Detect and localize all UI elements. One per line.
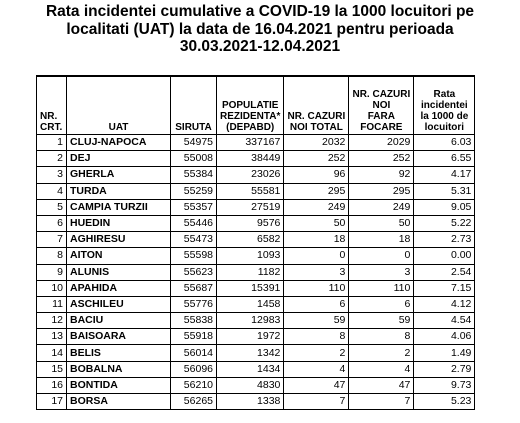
cell-rata: 5.31 xyxy=(414,183,475,199)
cell-uat: BOBALNA xyxy=(67,361,171,377)
cell-uat: HUEDIN xyxy=(67,215,171,231)
table-header-row xyxy=(37,76,475,135)
cell-cazuri-fara-focare: 8 xyxy=(349,329,414,345)
cell-populatie: 27519 xyxy=(217,199,284,215)
cell-siruta: 55918 xyxy=(171,329,217,345)
cell-nr: 2 xyxy=(37,151,67,167)
cell-cazuri-total: 6 xyxy=(284,296,349,312)
cell-siruta: 56210 xyxy=(171,377,217,393)
cell-rata: 9.73 xyxy=(414,377,475,393)
cell-nr: 5 xyxy=(37,199,67,215)
cell-nr: 9 xyxy=(37,264,67,280)
cell-cazuri-total: 3 xyxy=(284,264,349,280)
cell-cazuri-fara-focare: 59 xyxy=(349,313,414,329)
cell-cazuri-fara-focare: 7 xyxy=(349,394,414,410)
cell-uat: CAMPIA TURZII xyxy=(67,199,171,215)
cell-populatie: 55581 xyxy=(217,183,284,199)
cell-rata: 9.05 xyxy=(414,199,475,215)
header-line: POPULATIE xyxy=(221,100,279,111)
cell-nr: 16 xyxy=(37,377,67,393)
cell-rata: 5.22 xyxy=(414,215,475,231)
cell-nr: 15 xyxy=(37,361,67,377)
table-row xyxy=(37,264,475,280)
header-line: REZIDENTA* xyxy=(220,111,281,122)
cell-populatie: 1342 xyxy=(217,345,284,361)
cell-siruta: 55446 xyxy=(171,215,217,231)
table-row xyxy=(37,167,475,183)
cell-siruta: 55838 xyxy=(171,313,217,329)
cell-cazuri-total: 7 xyxy=(284,394,349,410)
table-row xyxy=(37,280,475,296)
cell-cazuri-fara-focare: 110 xyxy=(349,280,414,296)
header-siruta xyxy=(171,76,217,135)
cell-siruta: 56096 xyxy=(171,361,217,377)
cell-siruta: 55623 xyxy=(171,264,217,280)
cell-cazuri-fara-focare: 3 xyxy=(349,264,414,280)
header-line: Rata xyxy=(433,89,456,100)
cell-rata: 4.12 xyxy=(414,296,475,312)
table-row xyxy=(37,377,475,393)
header-line: (DEPABD) xyxy=(226,122,275,133)
cell-populatie: 4830 xyxy=(217,377,284,393)
cell-cazuri-fara-focare: 295 xyxy=(349,183,414,199)
cell-siruta: 55473 xyxy=(171,232,217,248)
cell-rata: 6.55 xyxy=(414,151,475,167)
table-row xyxy=(37,248,475,264)
cell-uat: AITON xyxy=(67,248,171,264)
header-line: FARA xyxy=(367,111,395,122)
cell-nr: 3 xyxy=(37,167,67,183)
cell-cazuri-total: 2 xyxy=(284,345,349,361)
cell-cazuri-fara-focare: 2 xyxy=(349,345,414,361)
cell-rata: 2.79 xyxy=(414,361,475,377)
cell-siruta: 55259 xyxy=(171,183,217,199)
table-row xyxy=(37,329,475,345)
cell-nr: 7 xyxy=(37,232,67,248)
cell-populatie: 1182 xyxy=(217,264,284,280)
cell-rata: 2.73 xyxy=(414,232,475,248)
table-row xyxy=(37,183,475,199)
cell-cazuri-total: 249 xyxy=(284,199,349,215)
cell-cazuri-total: 295 xyxy=(284,183,349,199)
cell-cazuri-fara-focare: 92 xyxy=(349,167,414,183)
cell-nr: 8 xyxy=(37,248,67,264)
cell-cazuri-fara-focare: 252 xyxy=(349,151,414,167)
cell-rata: 5.23 xyxy=(414,394,475,410)
cell-nr: 14 xyxy=(37,345,67,361)
header-cazuri-total xyxy=(284,76,349,135)
cell-uat: BACIU xyxy=(67,313,171,329)
table-row xyxy=(37,199,475,215)
header-line: NR. xyxy=(40,111,58,122)
cell-cazuri-total: 2032 xyxy=(284,135,349,151)
cell-siruta: 55384 xyxy=(171,167,217,183)
cell-cazuri-fara-focare: 18 xyxy=(349,232,414,248)
table-row xyxy=(37,361,475,377)
cell-rata: 4.06 xyxy=(414,329,475,345)
cell-cazuri-total: 18 xyxy=(284,232,349,248)
header-cazuri-fara-focare xyxy=(349,76,414,135)
title-line-3: 30.03.2021-12.04.2021 xyxy=(179,38,341,55)
cell-rata: 1.49 xyxy=(414,345,475,361)
table-row xyxy=(37,296,475,312)
table-row xyxy=(37,135,475,151)
table-row xyxy=(37,394,475,410)
header-line: CRT. xyxy=(40,122,63,133)
cell-populatie: 1093 xyxy=(217,248,284,264)
cell-nr: 4 xyxy=(37,183,67,199)
header-line: SIRUTA xyxy=(175,122,212,133)
header-line: UAT xyxy=(108,122,129,133)
cell-uat: TURDA xyxy=(67,183,171,199)
cell-rata: 4.17 xyxy=(414,167,475,183)
cell-cazuri-fara-focare: 249 xyxy=(349,199,414,215)
cell-cazuri-total: 59 xyxy=(284,313,349,329)
cell-rata: 4.54 xyxy=(414,313,475,329)
cell-uat: BORSA xyxy=(67,394,171,410)
cell-cazuri-total: 96 xyxy=(284,167,349,183)
header-line: NR. CAZURI xyxy=(352,89,411,100)
incidence-table xyxy=(36,75,475,410)
table-body xyxy=(37,135,475,410)
cell-siruta: 54975 xyxy=(171,135,217,151)
cell-nr: 11 xyxy=(37,296,67,312)
table-row xyxy=(37,151,475,167)
cell-populatie: 1338 xyxy=(217,394,284,410)
cell-populatie: 6582 xyxy=(217,232,284,248)
header-uat xyxy=(67,76,171,135)
cell-siruta: 55008 xyxy=(171,151,217,167)
cell-siruta: 55687 xyxy=(171,280,217,296)
cell-rata: 2.54 xyxy=(414,264,475,280)
header-line: NR. CAZURI xyxy=(287,111,346,122)
cell-uat: DEJ xyxy=(67,151,171,167)
header-line: NOI TOTAL xyxy=(289,122,343,133)
cell-uat: APAHIDA xyxy=(67,280,171,296)
cell-populatie: 23026 xyxy=(217,167,284,183)
header-nr-crt xyxy=(37,76,67,135)
cell-nr: 6 xyxy=(37,215,67,231)
cell-populatie: 1972 xyxy=(217,329,284,345)
header-line: la 1000 de xyxy=(420,111,469,122)
cell-rata: 6.03 xyxy=(414,135,475,151)
document-title xyxy=(0,3,520,56)
cell-siruta: 56265 xyxy=(171,394,217,410)
header-line: NOI xyxy=(372,100,391,111)
cell-rata: 0.00 xyxy=(414,248,475,264)
cell-nr: 13 xyxy=(37,329,67,345)
table-row xyxy=(37,345,475,361)
cell-populatie: 38449 xyxy=(217,151,284,167)
table-row xyxy=(37,232,475,248)
table-row xyxy=(37,215,475,231)
cell-cazuri-total: 110 xyxy=(284,280,349,296)
cell-cazuri-total: 4 xyxy=(284,361,349,377)
header-rata xyxy=(414,76,475,135)
cell-cazuri-total: 252 xyxy=(284,151,349,167)
cell-populatie: 1458 xyxy=(217,296,284,312)
header-populatie xyxy=(217,76,284,135)
cell-nr: 17 xyxy=(37,394,67,410)
cell-uat: BONTIDA xyxy=(67,377,171,393)
cell-uat: ASCHILEU xyxy=(67,296,171,312)
cell-populatie: 9576 xyxy=(217,215,284,231)
cell-populatie: 1434 xyxy=(217,361,284,377)
cell-siruta: 55598 xyxy=(171,248,217,264)
cell-cazuri-fara-focare: 4 xyxy=(349,361,414,377)
cell-siruta: 55357 xyxy=(171,199,217,215)
cell-cazuri-fara-focare: 50 xyxy=(349,215,414,231)
cell-populatie: 12983 xyxy=(217,313,284,329)
cell-cazuri-fara-focare: 6 xyxy=(349,296,414,312)
cell-cazuri-fara-focare: 0 xyxy=(349,248,414,264)
header-line: incidentei xyxy=(421,100,468,111)
header-line: locuitori xyxy=(424,122,465,133)
table-row xyxy=(37,313,475,329)
title-line-1: Rata incidentei cumulative a COVID-19 la 1000 locuitori pe xyxy=(45,3,475,20)
cell-nr: 12 xyxy=(37,313,67,329)
cell-siruta: 55776 xyxy=(171,296,217,312)
cell-uat: BELIS xyxy=(67,345,171,361)
cell-cazuri-total: 0 xyxy=(284,248,349,264)
cell-populatie: 15391 xyxy=(217,280,284,296)
cell-cazuri-total: 47 xyxy=(284,377,349,393)
cell-nr: 10 xyxy=(37,280,67,296)
title-line-2: localitati (UAT) la data de 16.04.2021 pentru perioada xyxy=(66,20,454,38)
cell-cazuri-total: 50 xyxy=(284,215,349,231)
cell-cazuri-fara-focare: 47 xyxy=(349,377,414,393)
cell-uat: CLUJ-NAPOCA xyxy=(67,135,171,151)
cell-uat: BAISOARA xyxy=(67,329,171,345)
cell-cazuri-total: 8 xyxy=(284,329,349,345)
cell-populatie: 337167 xyxy=(217,135,284,151)
header-line: FOCARE xyxy=(360,122,403,133)
cell-cazuri-fara-focare: 2029 xyxy=(349,135,414,151)
cell-uat: ALUNIS xyxy=(67,264,171,280)
cell-nr: 1 xyxy=(37,135,67,151)
cell-rata: 7.15 xyxy=(414,280,475,296)
cell-uat: AGHIRESU xyxy=(67,232,171,248)
cell-siruta: 56014 xyxy=(171,345,217,361)
cell-uat: GHERLA xyxy=(67,167,171,183)
